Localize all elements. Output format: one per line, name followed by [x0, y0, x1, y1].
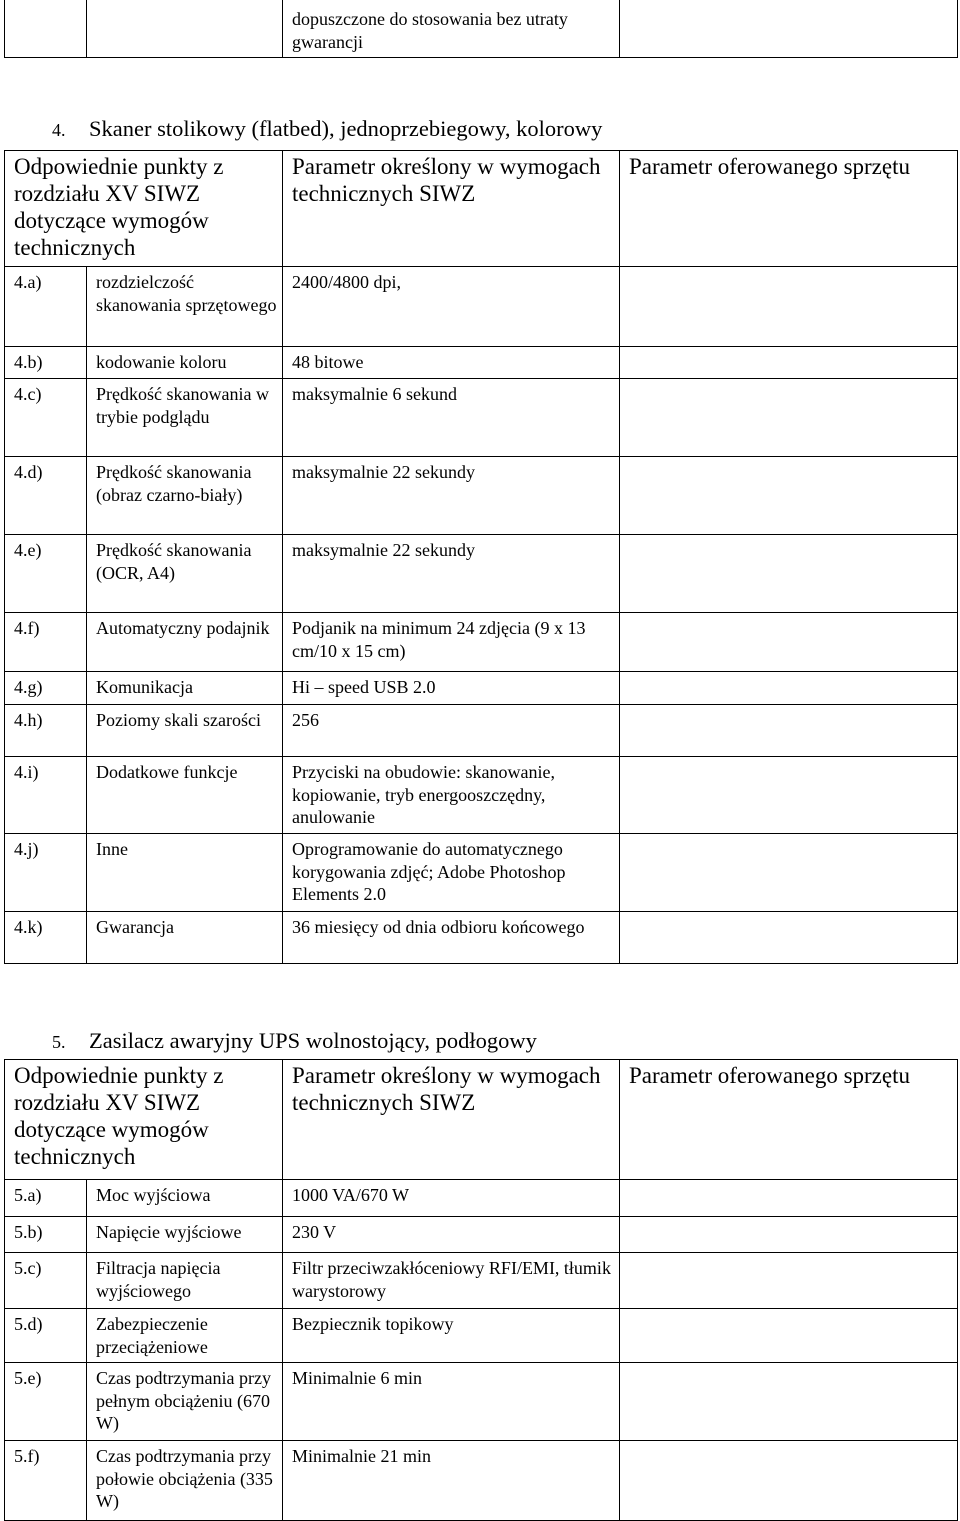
row-offered-value [620, 672, 958, 705]
row-param-name: Inne [87, 834, 283, 912]
top-fragment-cell-4 [620, 0, 958, 57]
row-param-name: Filtracja napięcia wyjściowego [87, 1253, 283, 1309]
header-requirement-points: Odpowiednie punkty z rozdziału XV SIWZ dotyczące wymogów technicznych [5, 151, 283, 267]
table-row [5, 535, 958, 613]
table-row [5, 457, 958, 535]
section5-title [52, 1027, 537, 1056]
table-row [5, 347, 958, 379]
row-point-id: 4.g) [5, 672, 87, 705]
row-offered-value [620, 347, 958, 379]
top-fragment-text: dopuszczone do stosowania bez utraty gwarancji [283, 0, 620, 57]
row-offered-value [620, 912, 958, 964]
table-row [5, 1180, 958, 1217]
section5-number: 5. [52, 1032, 66, 1052]
section5-title-text: Zasilacz awaryjny UPS wolnostojący, podłogowy [89, 1028, 537, 1053]
table-row [5, 757, 958, 834]
row-param-value: 230 V [283, 1217, 620, 1253]
row-offered-value [620, 1253, 958, 1309]
row-param-value: Bezpiecznik topikowy [283, 1309, 620, 1363]
header-siwz-parameter: Parametr określony w wymogach technicznych SIWZ [283, 151, 620, 267]
table-row [5, 1441, 958, 1521]
row-point-id: 4.d) [5, 457, 87, 535]
row-param-value: Minimalnie 6 min [283, 1363, 620, 1441]
row-param-value: Hi – speed USB 2.0 [283, 672, 620, 705]
table-row [5, 1309, 958, 1363]
table-row [5, 834, 958, 912]
row-param-name: Zabezpieczenie przeciążeniowe [87, 1309, 283, 1363]
row-point-id: 4.e) [5, 535, 87, 613]
row-offered-value [620, 267, 958, 347]
row-point-id: 4.b) [5, 347, 87, 379]
row-param-value: 2400/4800 dpi, [283, 267, 620, 347]
header-offered-parameter: Parametr oferowanego sprzętu [620, 151, 958, 267]
row-point-id: 5.d) [5, 1309, 87, 1363]
table-row [5, 613, 958, 672]
top-fragment-cell-2 [87, 0, 283, 57]
row-offered-value [620, 834, 958, 912]
row-param-value: Minimalnie 21 min [283, 1441, 620, 1521]
table-row [5, 379, 958, 457]
row-param-name: Automatyczny podajnik [87, 613, 283, 672]
table-row [5, 672, 958, 705]
row-offered-value [620, 1363, 958, 1441]
row-param-value: Przyciski na obudowie: skanowanie, kopiowanie, tryb energooszczędny, anulowanie [283, 757, 620, 834]
row-param-name: Czas podtrzymania przy pełnym obciążeniu (670 W) [87, 1363, 283, 1441]
row-param-value: maksymalnie 6 sekund [283, 379, 620, 457]
row-param-name: Poziomy skali szarości [87, 705, 283, 757]
row-offered-value [620, 1217, 958, 1253]
row-offered-value [620, 379, 958, 457]
row-point-id: 4.h) [5, 705, 87, 757]
section4-table [4, 150, 958, 964]
row-param-name: Prędkość skanowania (obraz czarno-biały) [87, 457, 283, 535]
row-point-id: 4.i) [5, 757, 87, 834]
row-param-value: 1000 VA/670 W [283, 1180, 620, 1217]
row-param-value: maksymalnie 22 sekundy [283, 535, 620, 613]
row-point-id: 4.k) [5, 912, 87, 964]
table-row [5, 1253, 958, 1309]
row-param-value: Filtr przeciwzakłóceniowy RFI/EMI, tłumik warystorowy [283, 1253, 620, 1309]
table-row [5, 1217, 958, 1253]
row-param-value: Oprogramowanie do automatycznego korygowania zdjęć; Adobe Photoshop Elements 2.0 [283, 834, 620, 912]
row-param-value: 36 miesięcy od dnia odbioru końcowego [283, 912, 620, 964]
row-point-id: 5.f) [5, 1441, 87, 1521]
row-param-name: Prędkość skanowania w trybie podglądu [87, 379, 283, 457]
row-param-name: Dodatkowe funkcje [87, 757, 283, 834]
row-param-value: 256 [283, 705, 620, 757]
row-param-name: Komunikacja [87, 672, 283, 705]
row-param-value: 48 bitowe [283, 347, 620, 379]
row-offered-value [620, 1309, 958, 1363]
header-siwz-parameter: Parametr określony w wymogach technicznych SIWZ [283, 1060, 620, 1180]
row-offered-value [620, 1441, 958, 1521]
row-point-id: 4.a) [5, 267, 87, 347]
header-offered-parameter: Parametr oferowanego sprzętu [620, 1060, 958, 1180]
row-param-name: rozdzielczość skanowania sprzętowego [87, 267, 283, 347]
row-param-name: kodowanie koloru [87, 347, 283, 379]
section4-title-text: Skaner stolikowy (flatbed), jednoprzebiegowy, kolorowy [89, 116, 603, 141]
top-fragment-table [4, 0, 958, 58]
row-point-id: 4.c) [5, 379, 87, 457]
table-row [5, 705, 958, 757]
row-point-id: 5.a) [5, 1180, 87, 1217]
row-offered-value [620, 757, 958, 834]
row-point-id: 5.c) [5, 1253, 87, 1309]
section5-table [4, 1059, 958, 1521]
table-row [5, 1363, 958, 1441]
row-offered-value [620, 1180, 958, 1217]
row-param-name: Prędkość skanowania (OCR, A4) [87, 535, 283, 613]
header-requirement-points: Odpowiednie punkty z rozdziału XV SIWZ dotyczące wymogów technicznych [5, 1060, 283, 1180]
top-fragment-cell-1 [5, 0, 87, 57]
section4-title [52, 115, 602, 144]
row-param-name: Napięcie wyjściowe [87, 1217, 283, 1253]
row-param-name: Czas podtrzymania przy połowie obciążenia (335 W) [87, 1441, 283, 1521]
row-point-id: 4.f) [5, 613, 87, 672]
table-row [5, 267, 958, 347]
row-param-name: Moc wyjściowa [87, 1180, 283, 1217]
row-offered-value [620, 457, 958, 535]
row-point-id: 5.b) [5, 1217, 87, 1253]
row-param-value: Podjanik na minimum 24 zdjęcia (9 x 13 cm/10 x 15 cm) [283, 613, 620, 672]
section4-number: 4. [52, 120, 66, 140]
row-point-id: 4.j) [5, 834, 87, 912]
row-offered-value [620, 705, 958, 757]
row-param-value: maksymalnie 22 sekundy [283, 457, 620, 535]
row-offered-value [620, 535, 958, 613]
table-row [5, 912, 958, 964]
row-offered-value [620, 613, 958, 672]
row-point-id: 5.e) [5, 1363, 87, 1441]
row-param-name: Gwarancja [87, 912, 283, 964]
